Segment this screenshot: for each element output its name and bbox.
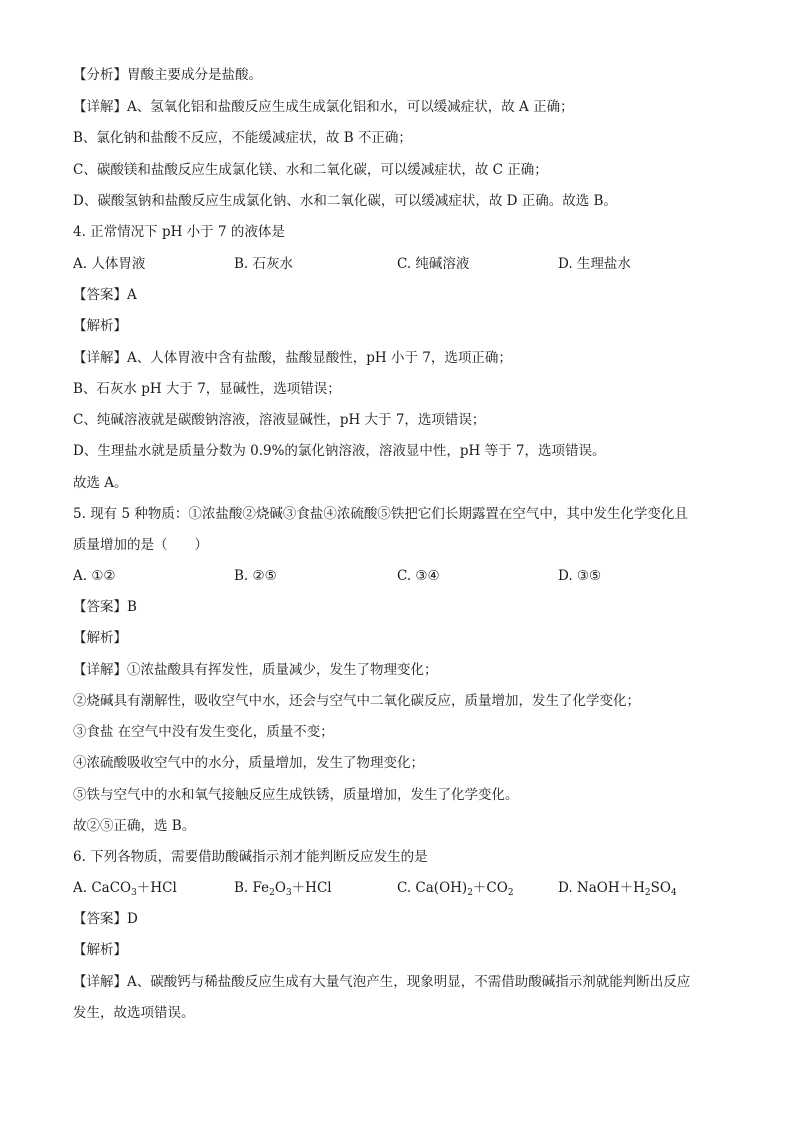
q5-detail-line: ⑤铁与空气中的水和氧气接触反应生成铁锈，质量增加，发生了化学变化。 [73, 787, 519, 803]
q5-stem-line2: 质量增加的是（ ） [73, 537, 208, 553]
q5-detail-line: ②烧碱具有潮解性，吸收空气中水，还会与空气中二氧化碳反应，质量增加，发生了化学变化； [73, 693, 640, 709]
q6-option-c: C. $Ca(OH)_2+CO_2$ [397, 880, 514, 898]
q3-detail-line: 【详解】A、氢氧化铝和盐酸反应生成生成氯化铝和水，可以缓减症状，故 A 正确； [73, 99, 574, 115]
q3-detail-line: C、碳酸镁和盐酸反应生成氯化镁、水和二氧化碳，可以缓减症状，故 C 正确； [73, 162, 548, 178]
q5-detail-line: 【详解】①浓盐酸具有挥发性，质量减少，发生了物理变化； [73, 662, 438, 678]
q4-detail-line: C、纯碱溶液就是碳酸钠溶液，溶液显碱性，pH 大于 7，选项错误； [73, 412, 486, 428]
q6-option-a: A. CaCO$_3$＋HCl [73, 880, 177, 898]
q5-stem-line1: 5. 现有 5 种物质：①浓盐酸②烧碱③食盐④浓硫酸⑤铁把它们长期露置在空气中，其中发生化学变化且 [73, 506, 688, 522]
q6-option-d: D. $NaOH+H_2SO_4$ [558, 880, 677, 898]
q5-detail-line: ③食盐 在空气中没有发生变化，质量不变； [73, 724, 334, 740]
q4-detail-line: D、生理盐水就是质量分数为 0.9%的氯化钠溶液，溶液显中性，pH 等于 7，选项错误。 [73, 443, 606, 459]
q4-option-a: A. 人体胃液 [73, 256, 146, 272]
q5-option-b: B. ②⑤ [234, 568, 277, 584]
q3-detail-line: D、碳酸氢钠和盐酸反应生成氯化钠、水和二氧化碳，可以缓减症状，故 D 正确。故选 B。 [73, 193, 617, 209]
q3-detail-line: B、氯化钠和盐酸不反应，不能缓减症状，故 B 不正确； [73, 130, 412, 146]
q4-option-c: C. 纯碱溶液 [397, 256, 470, 272]
q6-stem: 6. 下列各物质，需要借助酸碱指示剂才能判断反应发生的是 [73, 849, 428, 865]
q6-detail-line: 发生，故选项错误。 [73, 1005, 195, 1021]
q5-option-d: D. ③⑤ [558, 568, 602, 584]
q6-answer: 【答案】D [73, 911, 138, 927]
q4-answer: 【答案】A [73, 287, 137, 303]
q6-analysis: 【解析】 [73, 942, 127, 958]
q3-analysis: 【分析】胃酸主要成分是盐酸。 [73, 67, 262, 83]
q4-stem: 4. 正常情况下 pH 小于 7 的液体是 [73, 224, 285, 240]
q6-option-b: B. $Fe_2O_3+HCl$ [234, 880, 332, 898]
q4-analysis: 【解析】 [73, 318, 127, 334]
q4-detail-line: 故选 A。 [73, 475, 128, 491]
q5-answer: 【答案】B [73, 599, 137, 615]
q5-detail-line: ④浓硫酸吸收空气中的水分，质量增加，发生了物理变化； [73, 755, 424, 771]
q6-detail-line: 【详解】A、碳酸钙与稀盐酸反应生成有大量气泡产生，现象明显，不需借助酸碱指示剂就能判断出反应 [73, 974, 691, 990]
q4-option-d: D. 生理盐水 [558, 256, 631, 272]
q5-analysis: 【解析】 [73, 630, 127, 646]
q4-option-b: B. 石灰水 [234, 256, 294, 272]
q4-detail-line: 【详解】A、人体胃液中含有盐酸，盐酸显酸性，pH 小于 7，选项正确； [73, 350, 512, 366]
q5-option-c: C. ③④ [397, 568, 440, 584]
q5-option-a: A. ①② [73, 568, 116, 584]
q4-detail-line: B、石灰水 pH 大于 7，显碱性，选项错误； [73, 381, 341, 397]
q5-detail-line: 故②⑤正确，选 B。 [73, 818, 196, 834]
